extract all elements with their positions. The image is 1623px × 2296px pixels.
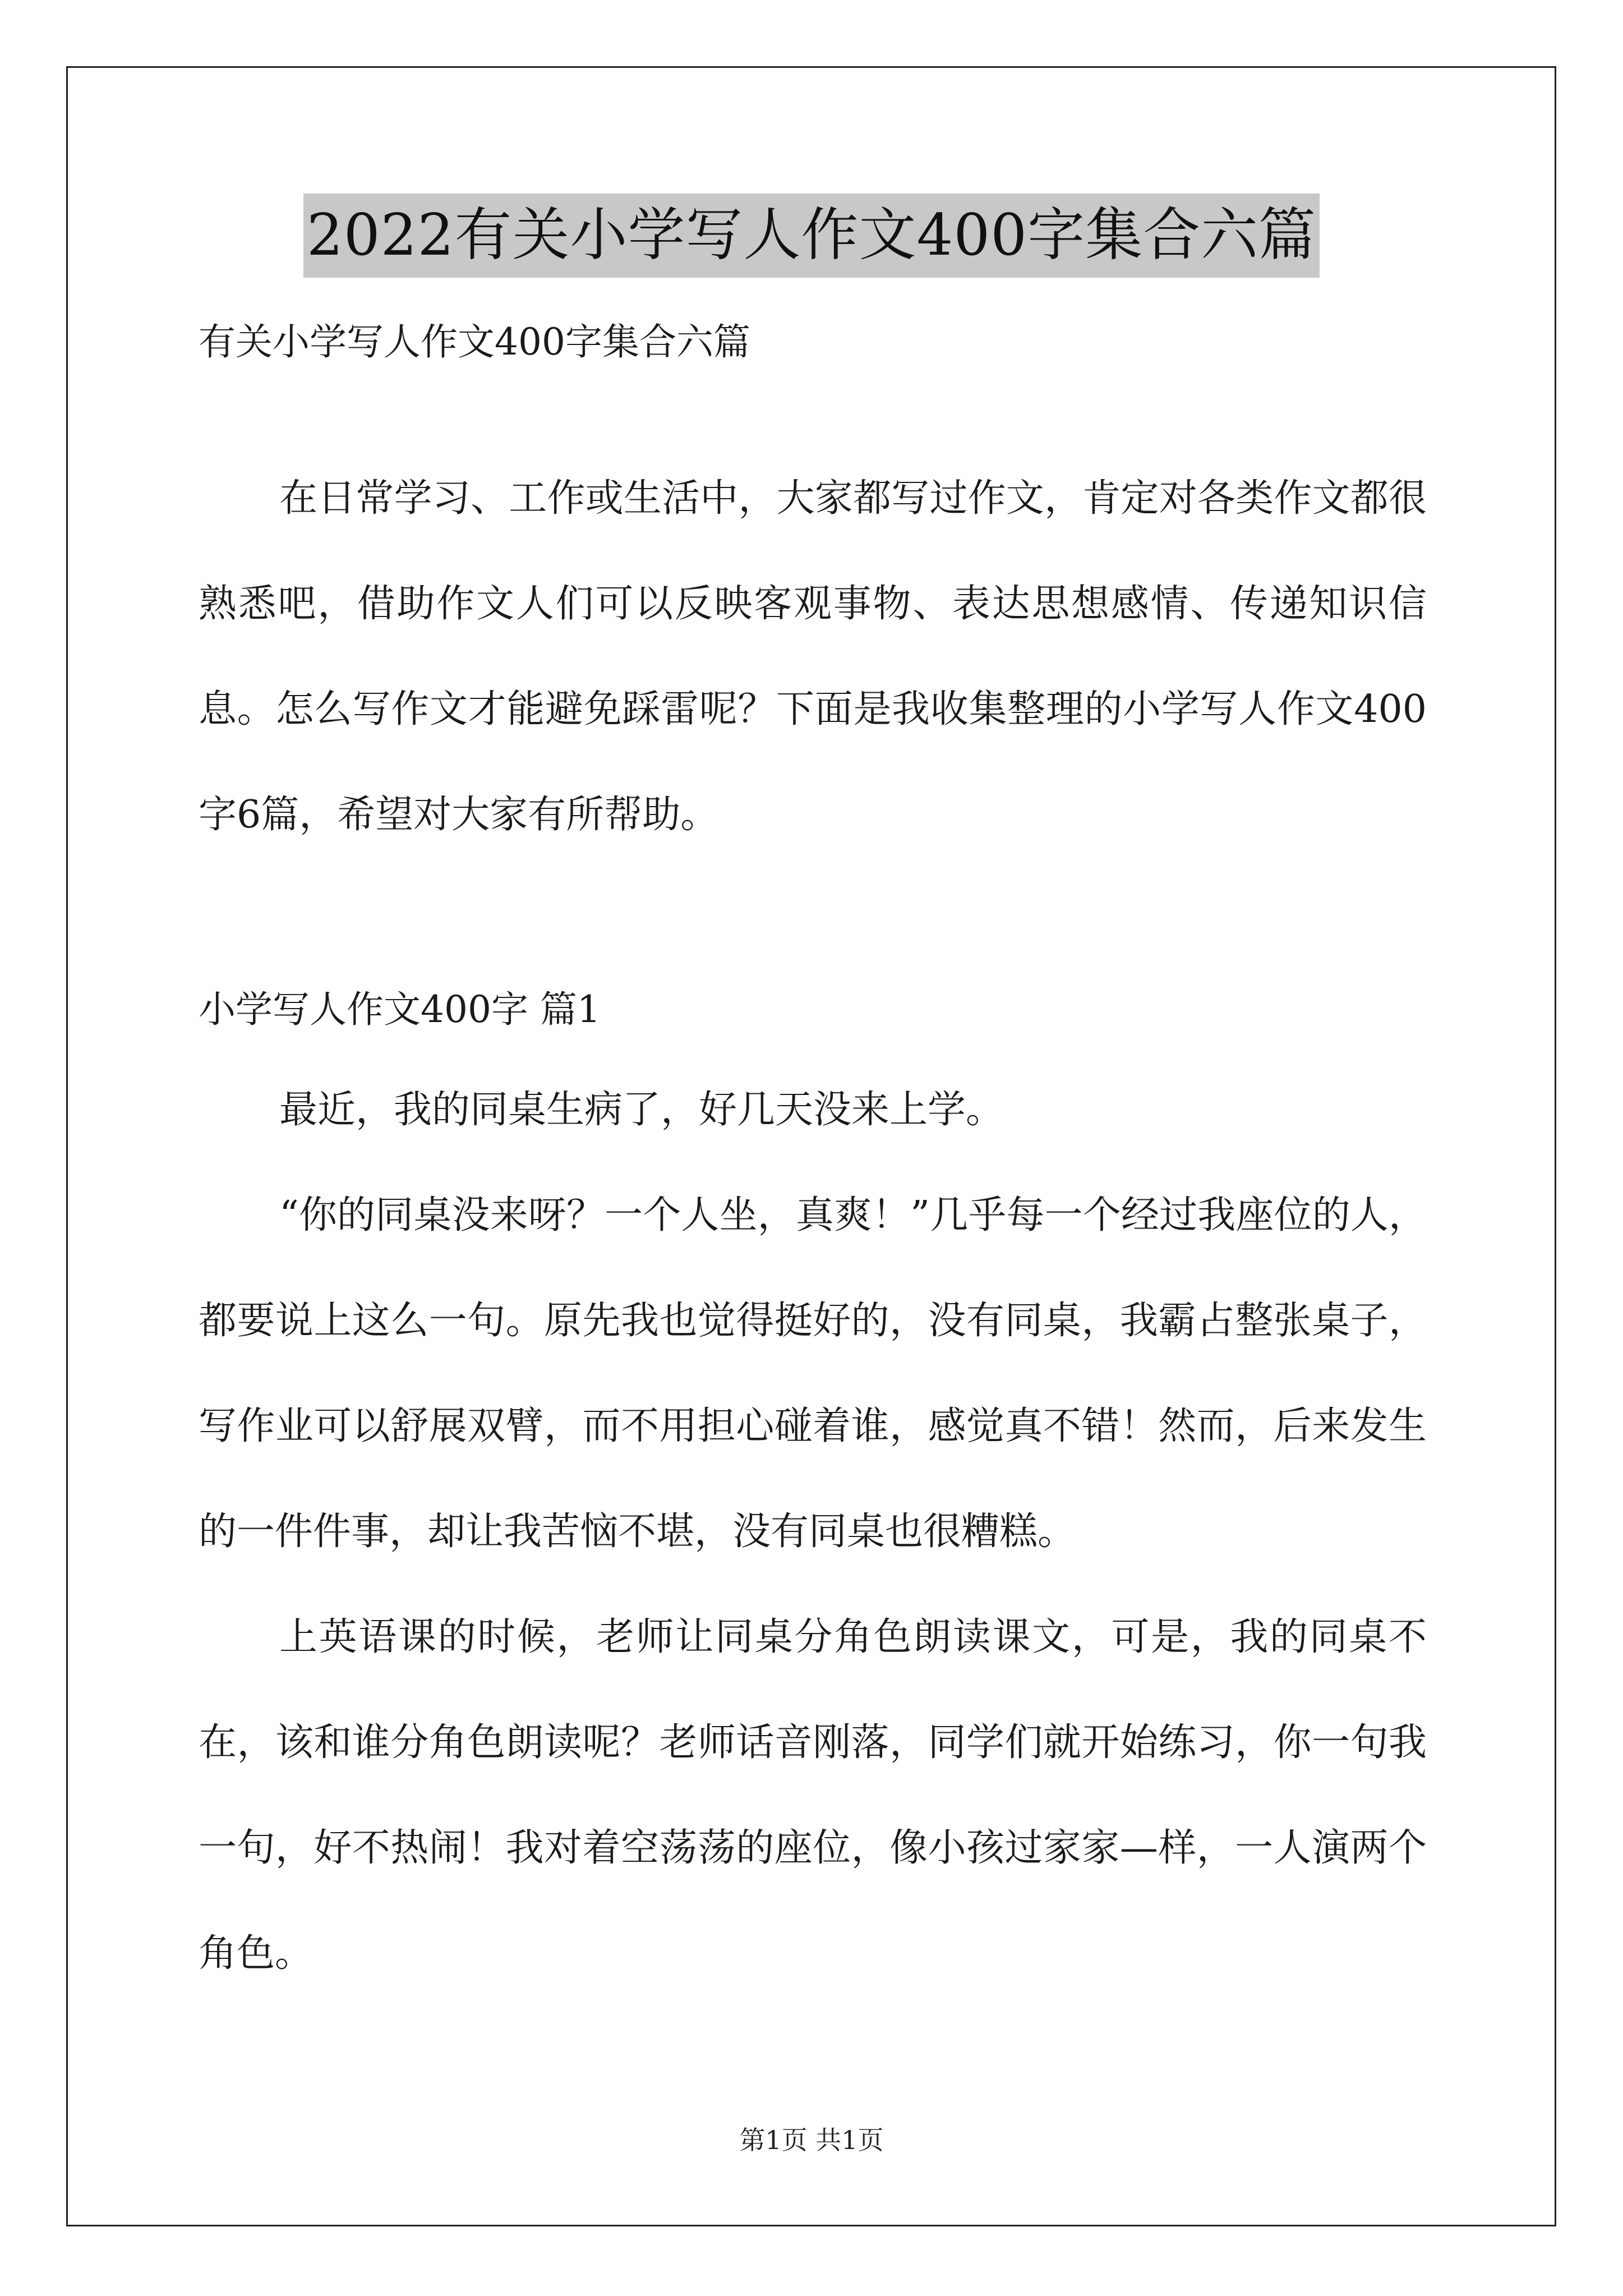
document-title: 2022有关小学写人作文400字集合六篇: [303, 194, 1320, 278]
title-container: [0, 194, 1623, 278]
page-footer: 第1页 共1页: [739, 2125, 884, 2155]
section-heading: 小学写人作文400字 篇1: [199, 988, 601, 1031]
body-paragraph: 最近，我的同桌生病了，好几天没来上学。: [279, 1088, 1004, 1132]
document-subtitle: 有关小学写人作文400字集合六篇: [199, 320, 750, 364]
body-paragraph: 上英语课的时候，老师让同桌分角色朗读课文，可是，我的同桌不在，该和谁分角色朗读呢？老师话音刚落，同学们就开始练习，你一句我一句，好不热闹！我对着空荡荡的座位，像小孩过家家—样，一人演两个角色。: [199, 1615, 1427, 1976]
intro-paragraph: 在日常学习、工作或生活中，大家都写过作文，肯定对各类作文都很熟悉吧，借助作文人们可以反映客观事物、表达思想感情、传递知识信息。怎么写作文才能避免踩雷呢？下面是我收集整理的小学写人作文400字6篇，希望对大家有所帮助。: [199, 476, 1427, 837]
body-paragraph: “你的同桌没来呀？一个人坐，真爽！”几乎每一个经过我座位的人，都要说上这么一句。原先我也觉得挺好的，没有同桌，我霸占整张桌子，写作业可以舒展双臂，而不用担心碰着谁，感觉真不错！然而，后来发生的一件件事，却让我苦恼不堪，没有同桌也很糟糕。: [199, 1193, 1427, 1554]
